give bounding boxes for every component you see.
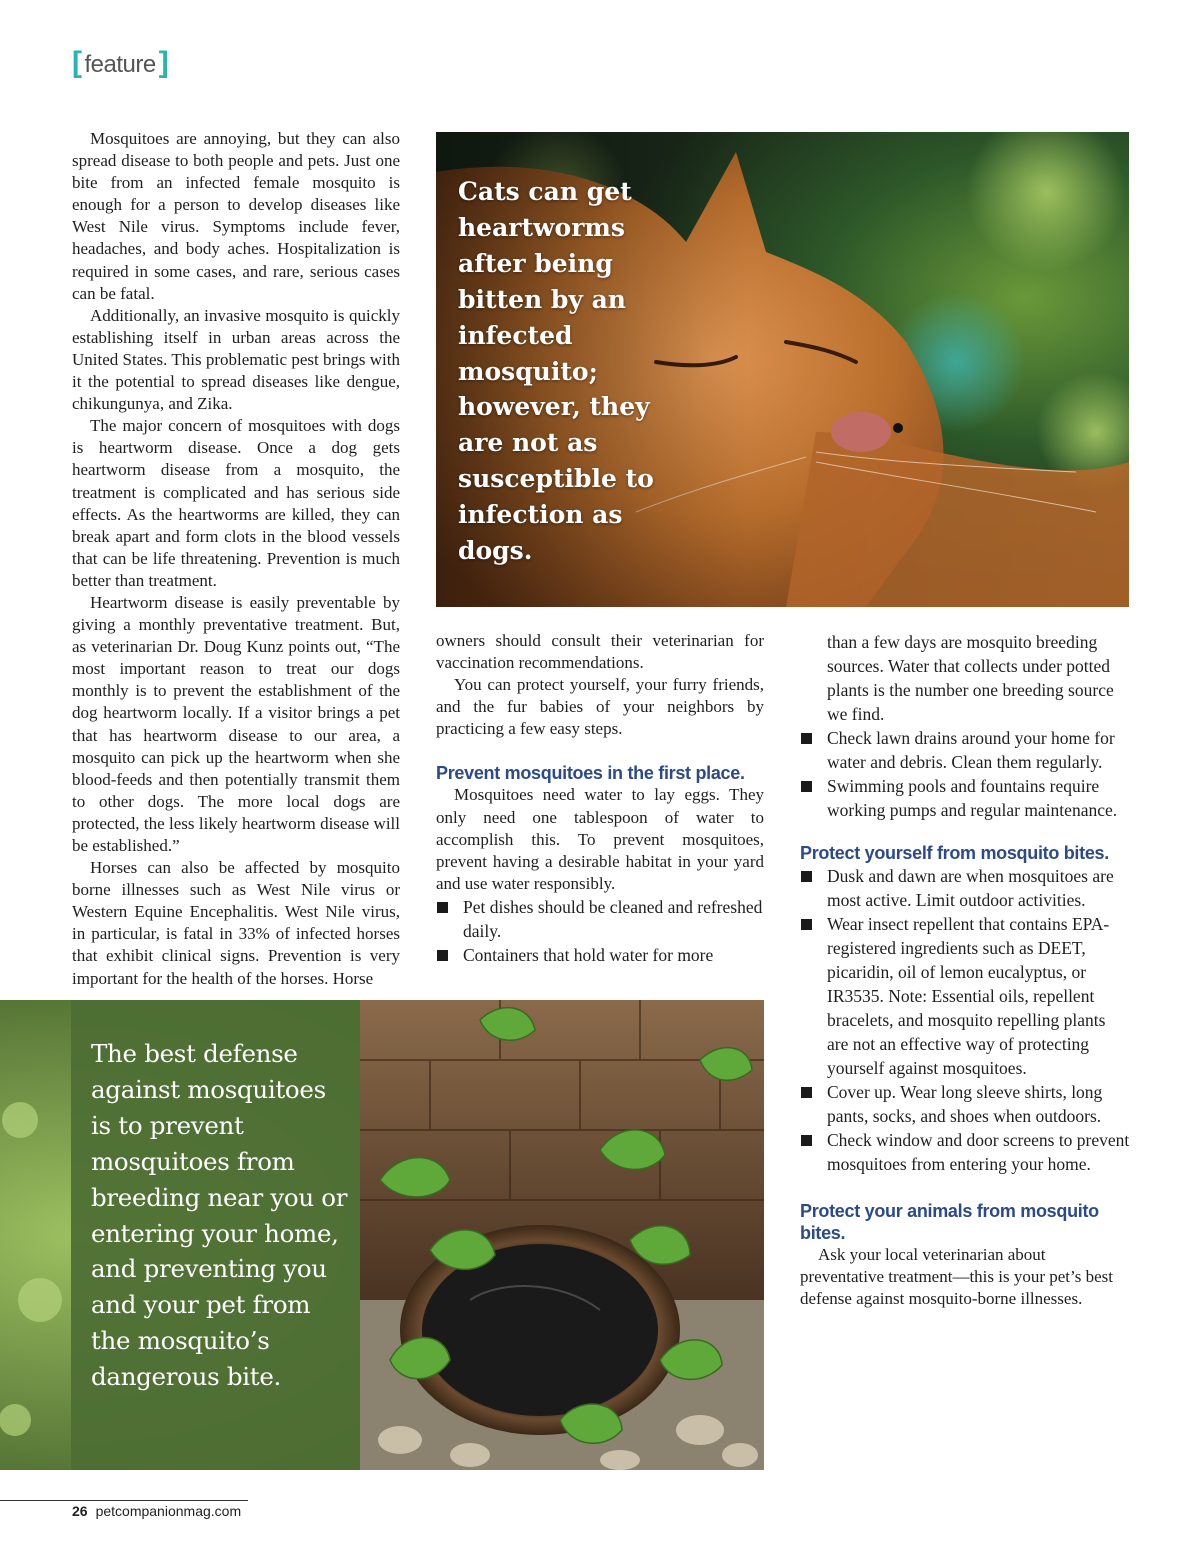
article-column-1	[72, 128, 400, 990]
photo-caption: Cats can get heartworms after being bitten by an infected mosquito; however, they are not as susceptible to infection as dogs.	[458, 177, 654, 566]
pullquote: The best defense against mosquitoes is to prevent mosquitoes from breeding near you or entering your home, and preventing you and your pet from the mosquito’s dangerous bite.	[91, 1039, 348, 1392]
section-name: feature	[84, 51, 156, 78]
square-bullet-icon	[437, 950, 448, 961]
bullet-list	[800, 864, 1130, 1176]
article-column-2	[436, 630, 764, 967]
paragraph: Mosquitoes are annoying, but they can also spread disease to both people and pets. Just one bite from an infected female mosquito is enough for a person to develop diseases like West Nile virus. Symptoms include fever, headaches, and body aches. Hospitalization is required in some cases, and rare, serious cases can be fatal.	[72, 129, 400, 303]
bracket-close: ]	[158, 46, 169, 79]
page-number: 26	[72, 1503, 88, 1519]
page-footer	[72, 1503, 241, 1519]
list-item-continued: than a few days are mosquito breeding sources. Water that collects under potted plants is the number one breeding source we find.	[827, 632, 1114, 724]
list-item: Containers that hold water for more	[436, 943, 764, 967]
list-item: Wear insect repellent that contains EPA-registered ingredients such as DEET, picaridin, oil of lemon eucalyptus, or IR3535. Note: Essential oils, repellent bracelets, and mosquito repelling plants are not an effective way of protecting yourself against mosquitoes.	[800, 912, 1130, 1080]
paragraph: Horses can also be affected by mosquito borne illnesses such as West Nile virus or Western Equine Encephalitis. West Nile virus, in particular, is fatal in 33% of infected horses that exhibit clinical signs. Prevention is very important for the health of the horses. Horse	[72, 858, 400, 988]
subhead-protect-yourself: Protect yourself from mosquito bites.	[800, 843, 1109, 863]
square-bullet-icon	[801, 919, 812, 930]
list-item: Pet dishes should be cleaned and refreshed daily.	[436, 895, 764, 943]
square-bullet-icon	[801, 1135, 812, 1146]
paragraph: Heartworm disease is easily preventable by giving a monthly preventative treatment. But, as veterinarian Dr. Doug Kunz points out, “The most important reason to treat our dogs monthly is to prevent the establishment of the dog heartworm locally. If a visitor brings a pet that has heartworm disease to our area, a mosquito can pick up the heartworm when she blood-feeds and then potentially transmit them to other dogs. The more local dogs are protected, the less likely heartworm disease will be established.”	[72, 592, 400, 855]
paragraph: owners should consult their veterinarian for vaccination recommendations.	[436, 631, 764, 673]
square-bullet-icon	[437, 902, 448, 913]
square-bullet-icon	[801, 1087, 812, 1098]
bullet-list	[800, 726, 1130, 822]
paragraph: You can protect yourself, your furry friends, and the fur babies of your neighbors by practicing a few easy steps.	[436, 675, 764, 739]
square-bullet-icon	[801, 733, 812, 744]
section-label	[72, 46, 168, 80]
bracket-open: [	[72, 46, 82, 79]
subhead-protect-animals: Protect your animals from mosquito bites.	[800, 1201, 1099, 1243]
list-item: Swimming pools and fountains require working pumps and regular maintenance.	[800, 774, 1130, 822]
list-item: Check lawn drains around your home for water and debris. Clean them regularly.	[800, 726, 1130, 774]
square-bullet-icon	[801, 781, 812, 792]
subhead-prevent: Prevent mosquitoes in the first place.	[436, 763, 745, 784]
paragraph: Ask your local veterinarian about preventative treatment—this is your pet’s best defense against mosquito-borne illnesses.	[800, 1245, 1114, 1309]
list-item: Check window and door screens to prevent mosquitoes from entering your home.	[800, 1128, 1130, 1176]
paragraph: The major concern of mosquitoes with dogs is heartworm disease. Once a dog gets heartworm disease from a mosquito, the treatment is complicated and has serious side effects. As the heartworms are killed, they can break apart and form clots in the blood vessels that can be life threatening. Prevention is much better than treatment.	[72, 416, 400, 590]
website: petcompanionmag.com	[95, 1503, 242, 1519]
article-column-3	[800, 630, 1130, 1310]
bullet-list	[436, 895, 764, 967]
list-item: Cover up. Wear long sleeve shirts, long pants, socks, and shoes when outdoors.	[800, 1080, 1130, 1128]
paragraph: Mosquitoes need water to lay eggs. They only need one tablespoon of water to accomplish this. To prevent mosquitoes, prevent having a desirable habitat in your yard and use water responsibly.	[436, 785, 764, 893]
square-bullet-icon	[801, 871, 812, 882]
footer-divider	[0, 1500, 248, 1501]
paragraph: Additionally, an invasive mosquito is quickly establishing itself in urban areas across the United States. This problematic pest brings with it the potential to spread diseases like dengue, chikungunya, and Zika.	[72, 305, 400, 414]
list-item: Dusk and dawn are when mosquitoes are most active. Limit outdoor activities.	[800, 864, 1130, 912]
